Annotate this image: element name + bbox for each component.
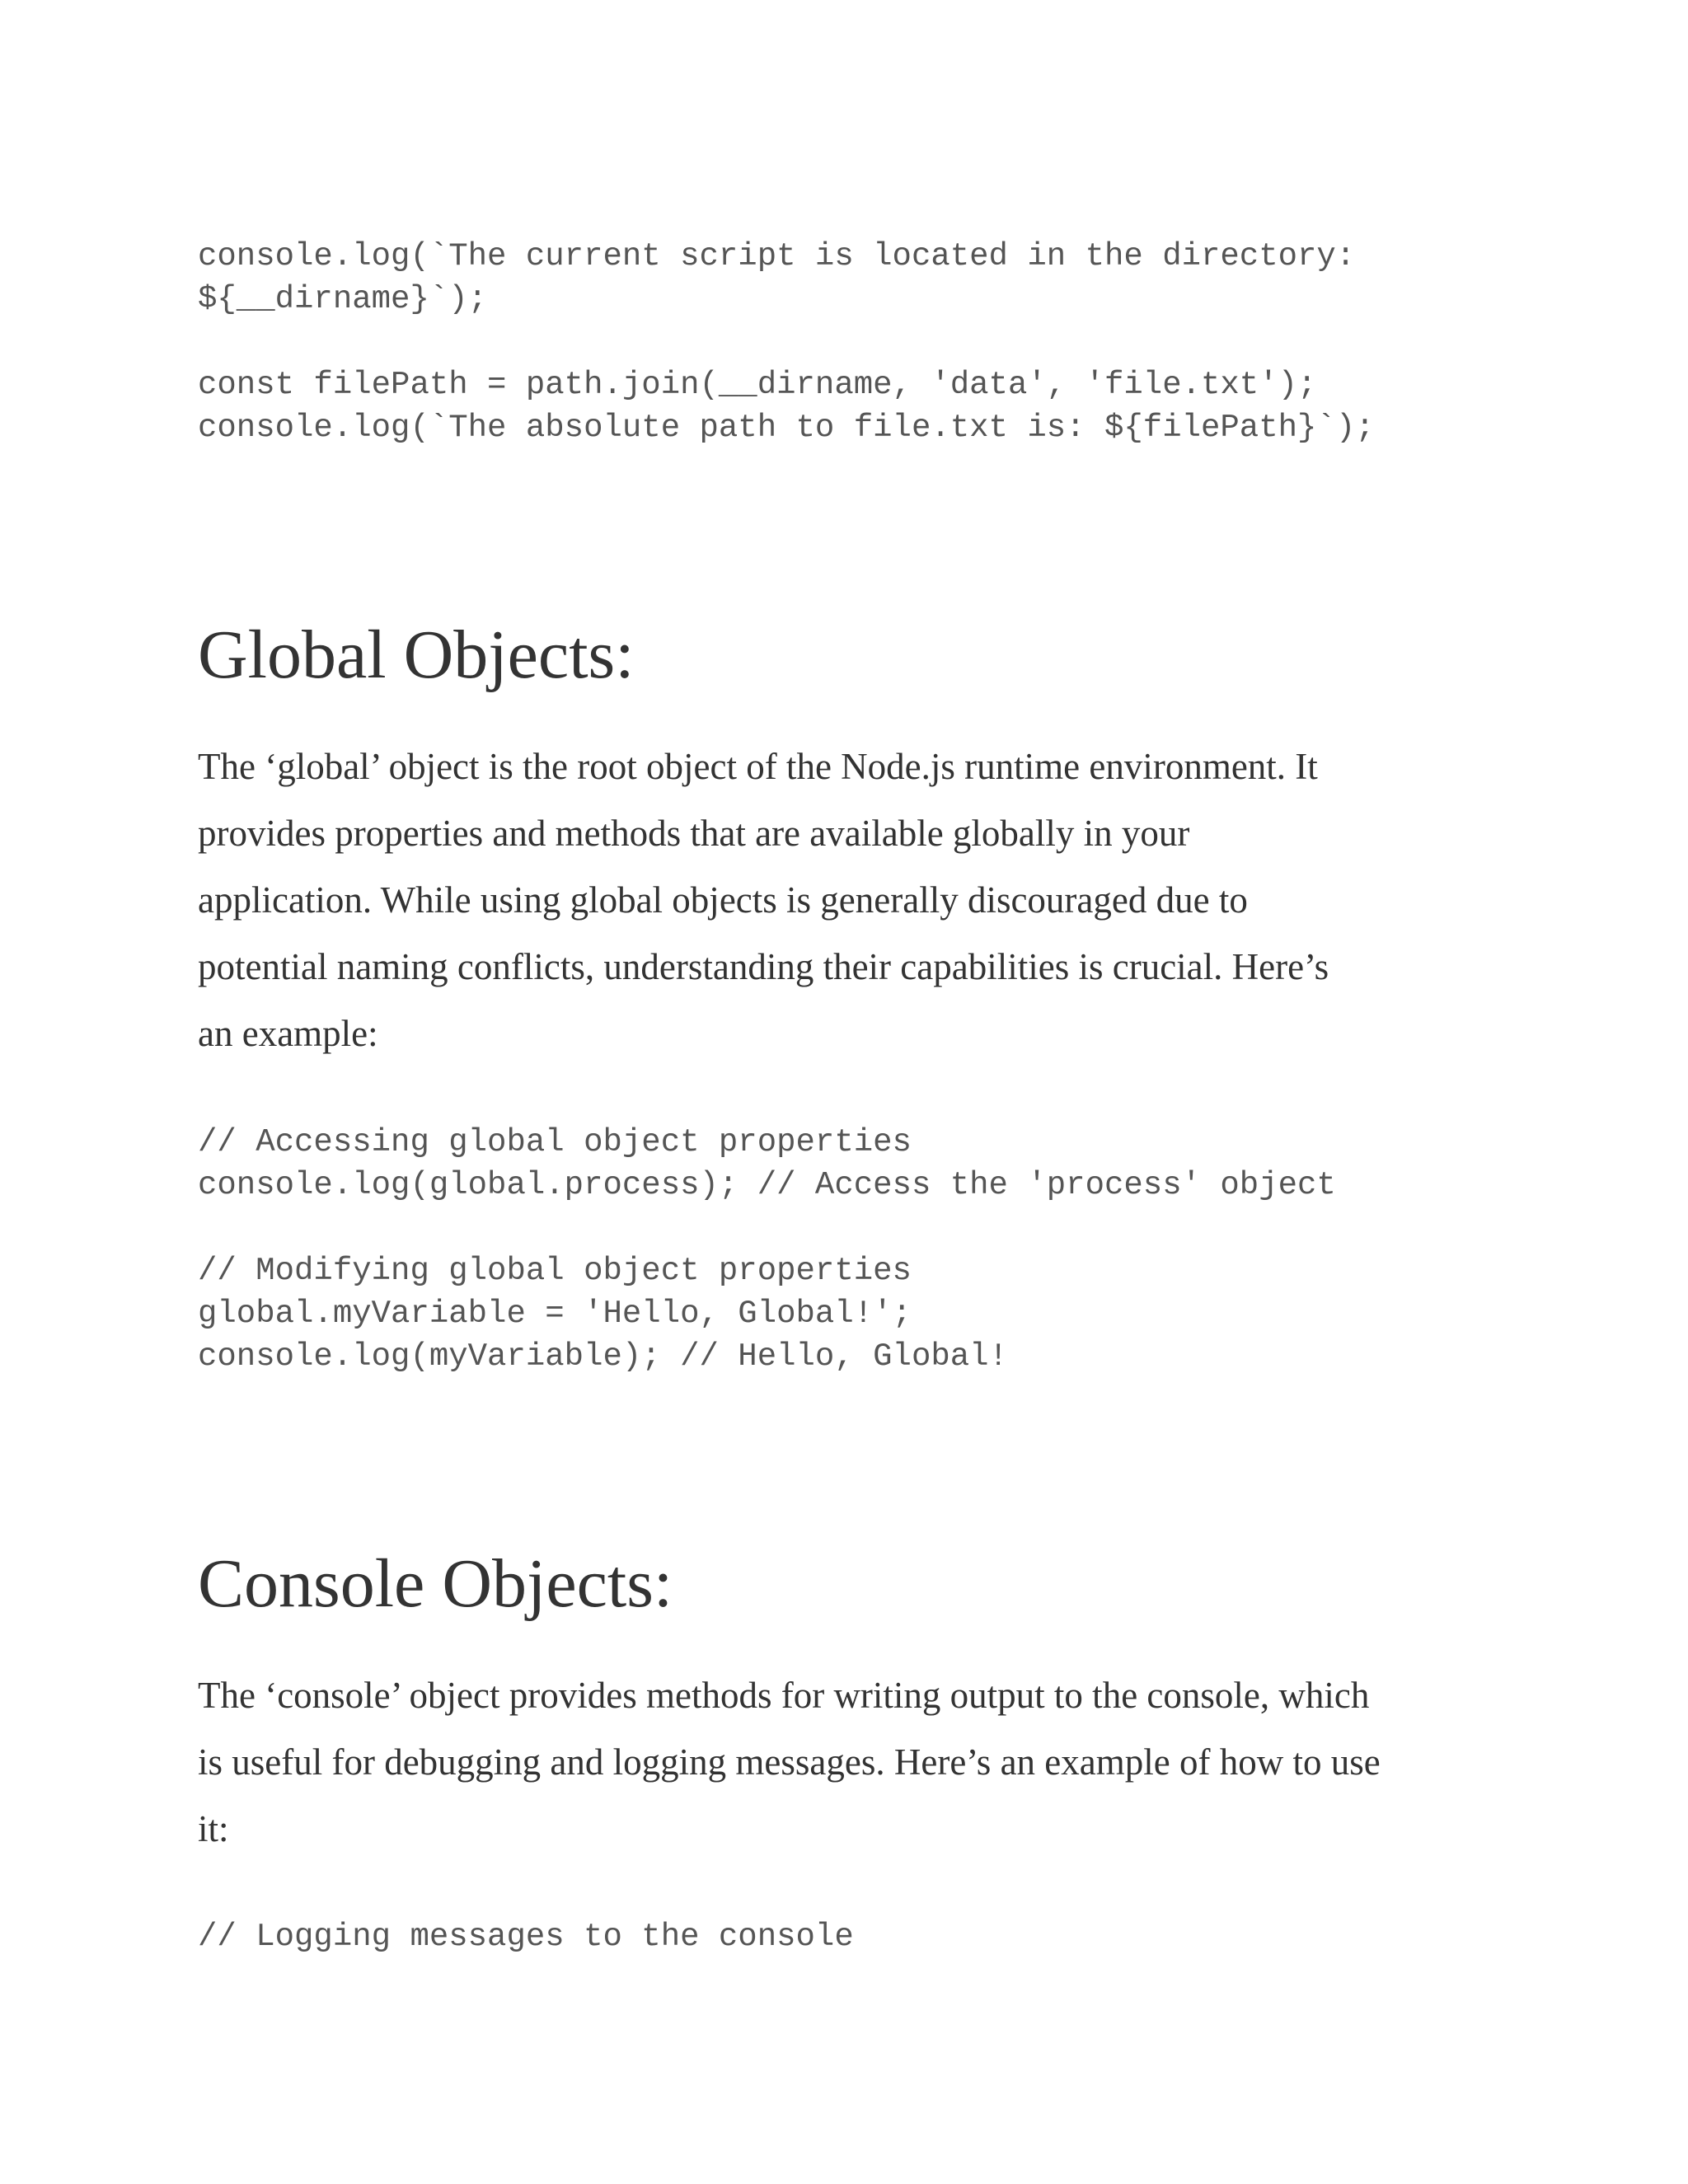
code-line: // Logging messages to the console [198, 1919, 854, 1955]
code-line: // Accessing global object properties [198, 1124, 912, 1160]
code-line: console.log(myVariable); // Hello, Global! [198, 1338, 1008, 1375]
paragraph-line: application. While using global objects is generally discouraged due to [198, 879, 1248, 921]
paragraph-global-objects [198, 733, 1500, 1067]
heading-console-objects: Console Objects: [198, 1545, 673, 1622]
paragraph-line: potential naming conflicts, understanding their capabilities is crucial. Here’s [198, 946, 1329, 987]
code-line: ${__dirname}`); [198, 281, 488, 317]
code-line: console.log(global.process); // Access the 'process' object [198, 1167, 1336, 1203]
code-block-global-objects [198, 1121, 1336, 1378]
paragraph-line: is useful for debugging and logging messages. Here’s an example of how to use [198, 1741, 1381, 1783]
code-line-blank [198, 1207, 1336, 1249]
heading-global-objects: Global Objects: [198, 616, 635, 693]
paragraph-line: provides properties and methods that are available globally in your [198, 813, 1190, 854]
paragraph-line: it: [198, 1808, 229, 1849]
paragraph-line: an example: [198, 1013, 378, 1054]
code-line: console.log(`The absolute path to file.txt is: ${filePath}`); [198, 410, 1375, 446]
code-line: // Modifying global object properties [198, 1253, 912, 1289]
code-line: global.myVariable = 'Hello, Global!'; [198, 1296, 912, 1332]
code-line: console.log(`The current script is located in the directory: [198, 238, 1356, 274]
paragraph-line: The ‘global’ object is the root object of the Node.js runtime environment. It [198, 746, 1318, 787]
code-block-dirname [198, 235, 1375, 449]
code-line-blank [198, 321, 1375, 363]
paragraph-line: The ‘console’ object provides methods for writing output to the console, which [198, 1675, 1370, 1716]
code-line: const filePath = path.join(__dirname, 'data', 'file.txt'); [198, 367, 1317, 403]
code-block-console-objects [198, 1915, 854, 1958]
paragraph-console-objects [198, 1662, 1500, 1863]
